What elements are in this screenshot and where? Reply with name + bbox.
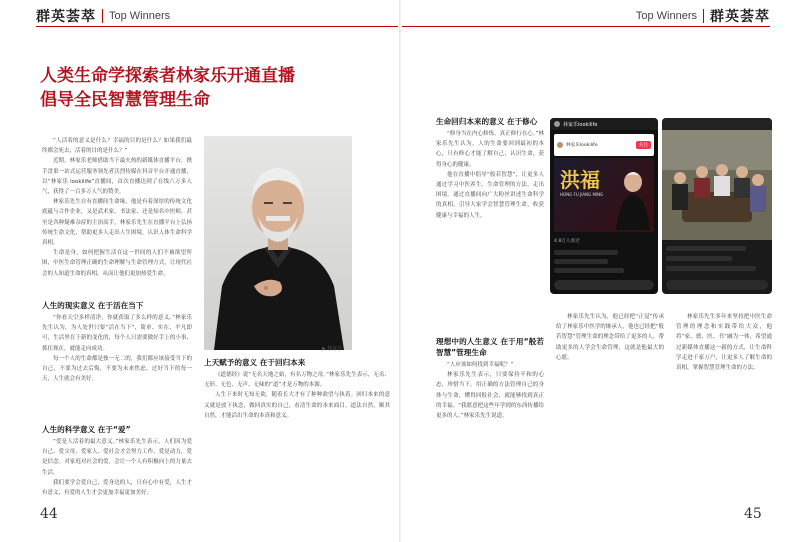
page-number-right: 45 <box>744 506 762 522</box>
section-paragraph: “爱是人活着的最大意义。”林家乐先生表示，人们因为爱自己、爱父母、爱家人、爱社会才会努力工作、爱是动力，爱是信念。对家庭对社会的爱，会让一个人有积极向上的力量去生活。 <box>42 439 192 476</box>
phone-top-bar <box>550 118 658 130</box>
intro-paragraph: 生命是身，如何把握生活在这一世间的人们不被欲望所困，中医生命管理正确的生命理解与生命管理方式，让现代社会的人知道生命的真相，从而让他们更加热爱生命。 <box>42 250 192 277</box>
page-number-left: 44 <box>40 506 58 522</box>
comment-input[interactable] <box>554 280 654 290</box>
intro-column <box>42 136 192 279</box>
header-rule <box>36 26 398 27</box>
section-heading: 生命回归本来的意义 在于修心 <box>436 117 538 126</box>
photo-caption: ▶ 林家乐 <box>322 346 343 352</box>
banner-title: 洪福 <box>560 168 600 192</box>
portrait-illustration <box>204 136 352 350</box>
banner-subtitle: HONG FU JIANG MING <box>560 192 604 197</box>
section-paragraph: “修身当在内心修炼，真正修行在心。”林家乐先生认为，人的生命要回到最初的本心，只有修心才能了解自己，认识生命，获得身心的健康。 <box>436 131 544 168</box>
group-photo-illustration <box>662 130 772 240</box>
section-paragraph: “人应该如何找到幸福呢？” <box>447 362 514 368</box>
magazine-brand: 群英荟萃 <box>710 9 770 25</box>
section-heading: 理想中的人生意义 在于用“般若智慧”管理生命 <box>436 337 544 357</box>
article-title <box>40 64 370 112</box>
title-line-1: 人类生命学探索者林家乐开通直播 <box>40 66 295 86</box>
section-return <box>204 357 390 421</box>
portrait-photo <box>204 136 352 350</box>
header-divider <box>102 9 103 23</box>
chat-line <box>666 266 756 271</box>
section-paragraph: 《道德经》说“无名天地之始，有名万物之母。”林家乐先生表示，无名、无形、无色、无声、无味的“道”才是万物的本源。 <box>204 372 390 389</box>
section-paragraph: “你看天空多样清净，你就获取了多么样的意义。”林家乐先生认为，为人处世只要“活在当下”，简单、实在、平凡即可，生活里在于新的变化的，每个人只需要做好手上的小事，抓住现在，就能走向成功。 <box>42 315 192 352</box>
section-paragraph: 我们要学会爱自己、爱身边的人，只有心中有爱，人生才有意义，有爱的人生才会更加幸福更加美好。 <box>42 479 192 497</box>
header-right <box>636 6 770 26</box>
section-heart <box>436 116 544 221</box>
host-card <box>554 134 654 156</box>
section-label: Top Winners <box>635 10 697 22</box>
section-paragraph: 每一个人的生命都是独一无二的，我们都应该接受当下的自己，不要为过去后悔，不要为未来焦虑，过好当下的每一天，人生就会有美好。 <box>42 355 192 383</box>
chat-line <box>554 268 624 273</box>
section-conclusion-cont <box>676 312 772 373</box>
chat-line <box>666 246 746 251</box>
section-heading: 人生的现实意义 在于活在当下 <box>42 301 144 310</box>
live-host-tag: 林家乐lookilife <box>563 121 598 128</box>
section-love <box>42 424 192 498</box>
section-paragraph: 林家乐先生多年来坚持把中医生命管理的理念和实践带给大众，他将“家、德、医、书”融为一体，希望通过新媒体直播这一新的方式，让生命科学走进千家万户，让更多人了解生命的真相，掌握智慧管理生命的方法。 <box>676 314 772 372</box>
phone-screen-live <box>550 118 658 294</box>
phone-screen-group <box>662 118 772 294</box>
chat-line <box>666 256 732 261</box>
chat-line <box>554 259 608 264</box>
avatar <box>557 142 563 148</box>
comment-input[interactable] <box>666 280 768 290</box>
section-label: Top Winners <box>109 10 171 22</box>
avatar <box>554 121 560 127</box>
intro-paragraph: 近期，林家乐老师借助当下最火热的新媒体直播平台，携手盘渠一站式运营服务领先者沃烈传媒在抖音平台开通直播，以“林家乐 lookilife”直播间，首次直播达到了在线六万多人气，获得了一百多万人气的赞美。 <box>42 158 192 196</box>
section-paragraph: 人生下来时无知无欲，随着长大才有了种种欲望与执着。回归本来的意义就是放下执念，做回真实的自己，看清生命的本来面目。道法自然，顺其自然，才能活出生命的本真和意义。 <box>204 392 390 419</box>
phone-top-bar <box>662 118 772 130</box>
host-name: 林家乐lookilife <box>566 143 598 148</box>
section-heading: 人生的科学意义 在于“爱” <box>42 425 131 434</box>
section-paragraph: 林家乐先生表示，只要保持平和的心态，珍惜当下，用正确的方法管理自己的身体与生命，懂得回报社会，就能够找到真正的幸福。“我愿意把这些年学到的东西传播给更多的人。”林家乐先生说道。 <box>436 372 544 420</box>
header-divider <box>703 9 704 23</box>
live-video-frame <box>554 158 654 232</box>
livestream-screenshots <box>550 118 772 294</box>
intro-paragraph: “人活着的意义是什么？幸福的目的是什么？如果我们最终都会死去，活着的目的是什么？” <box>42 138 192 155</box>
section-paragraph: 林家乐先生认为，他已经把“正觉”传承给了林家乐中医学的继承人，他也已经把“般若智慧”管理生命的理念带给了更多的人，帮助更多的人学会生命管理，这就是他最大的心愿。 <box>556 314 664 361</box>
chat-line <box>554 250 618 255</box>
follow-button[interactable]: 关注 <box>636 141 651 149</box>
section-conclusion <box>556 312 664 363</box>
title-line-2: 倡导全民智慧管理生命 <box>40 90 210 110</box>
header-left <box>36 6 170 26</box>
section-present <box>42 300 192 384</box>
header-rule <box>402 26 770 27</box>
viewer-count: 4.8万人看过 <box>554 239 580 244</box>
intro-paragraph: 林家乐先生自有直播间生命缘，他是有着深厚的传统文化底蕴与合作企业，又是武术家、书法家、还是知名中医师，甚至是各种疑难杂症的主治高手，林家乐先生在直播平台上弘扬传统生命文化，帮助更多人走出人生困境，认识人体生命科学真相。 <box>42 199 192 247</box>
host-figure-icon <box>616 168 650 230</box>
magazine-brand: 群英荟萃 <box>36 9 96 25</box>
page-gutter <box>399 0 401 542</box>
section-heading: 上天赋予的意义 在于回归本来 <box>204 358 306 367</box>
section-paragraph: 他在直播中倡导“般若智慧”，让更多人通过学习中医养生、生命管理的方法，走出困境。通过直播间向广大粉丝讲述生命科学的真相，引导大家学会智慧管理生命，收获健康与幸福的人生。 <box>436 171 544 219</box>
section-prajna <box>436 336 544 421</box>
